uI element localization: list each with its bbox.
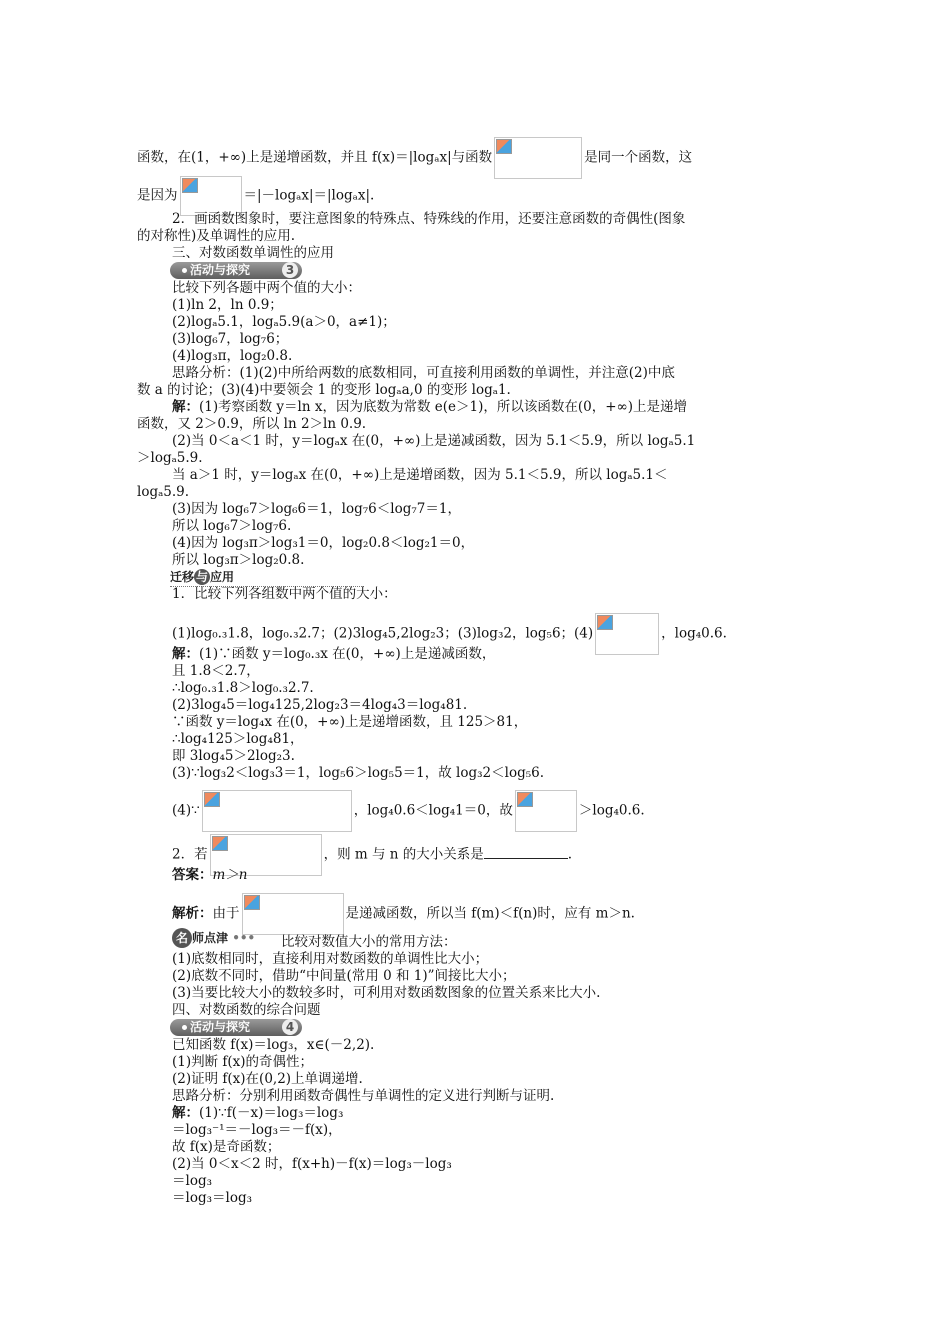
text-span: (1)∵函数 y＝log₀.₃x 在(0，+∞)上是递减函数， <box>199 646 496 662</box>
text-line: ∴log₄125＞log₄81， <box>172 731 304 747</box>
text-line <box>172 867 852 884</box>
text-span: 是因为 <box>137 187 178 204</box>
activity-badge <box>170 1019 302 1036</box>
badge-label: 活动与探究 <box>190 1020 251 1034</box>
text-line: (2)证明 f(x)在(0,2)上单调递增. <box>172 1071 363 1087</box>
text-line <box>172 399 852 416</box>
text-line: 比较对数值大小的常用方法： <box>281 934 457 950</box>
badge-label: 迁移 <box>170 570 195 584</box>
badge-number: 4 <box>282 1019 298 1035</box>
text-line: logₐ5.9. <box>137 484 190 500</box>
text-line: ＝log₃⁻¹＝－log₃＝－f(x)， <box>172 1122 342 1138</box>
transfer-badge <box>170 569 364 587</box>
text-line: 数 a 的讨论；(3)(4)中要领会 1 的变形 logₐa,0 的变形 logₐ1. <box>137 382 511 398</box>
answer-label: 答案： <box>172 867 213 883</box>
text-line: 且 1.8＜2.7， <box>172 663 260 679</box>
text-line <box>172 790 852 832</box>
answer-blank <box>484 846 568 859</box>
text-line: (2)底数不同时，借助“中间量(常用 0 和 1)”间接比大小； <box>172 968 516 984</box>
formula-image-placeholder <box>202 790 352 832</box>
text-line <box>137 176 817 216</box>
text-line: 1．比较下列各组数中两个值的大小： <box>172 586 397 602</box>
badge-label: 师点津 <box>192 931 229 945</box>
text-line: ∵函数 y＝log₄x 在(0，+∞)上是递增函数，且 125＞81， <box>172 714 528 730</box>
text-span: (1)考察函数 y＝ln x，因为底数为常数 e(e＞1)，所以该函数在(0，+∞)上是递增 <box>199 399 688 415</box>
text-line: 2．画函数图象时，要注意图象的特殊点、特殊线的作用，还要注意函数的奇偶性(图象 <box>172 211 686 227</box>
text-line: (2)当 0＜a＜1 时，y＝logₐx 在(0，+∞)上是递减函数，因为 5.1＜5.9，所以 logₐ5.1 <box>172 433 696 449</box>
text-span: (1)∵f(－x)＝log₃＝log₃ <box>199 1105 344 1121</box>
text-line <box>172 893 852 935</box>
text-line: ＝log₃＝log₃ <box>172 1190 252 1206</box>
text-line <box>137 137 817 179</box>
text-line: 所以 log₆7＞log₇6. <box>172 518 292 534</box>
text-span: (4)∵ <box>172 802 200 819</box>
text-line: (1)判断 f(x)的奇偶性； <box>172 1054 314 1070</box>
analysis-label: 解析： <box>172 905 213 922</box>
text-line <box>172 646 852 663</box>
badge-number: 3 <box>282 262 298 278</box>
text-line: 即 3log₄5＞2log₂3. <box>172 748 295 764</box>
text-span: 函数，在(1，+∞)上是递增函数，并且 f(x)＝|logₐx|与函数 <box>137 149 493 166</box>
formula-image-placeholder <box>180 176 242 216</box>
text-line: 所以 log₃π＞log₂0.8. <box>172 552 305 568</box>
text-line: (3)log₆7，log₇6； <box>172 331 289 347</box>
text-span: 由于 <box>212 905 240 922</box>
dot-icon <box>182 268 187 273</box>
text-line: 比较下列各题中两个值的大小： <box>172 280 361 296</box>
teacher-tip-badge: 名 师点津 ••• <box>172 928 255 948</box>
formula-image-placeholder <box>515 790 577 832</box>
text-span: . <box>567 846 573 863</box>
text-span: ，则 m 与 n 的大小关系是 <box>323 846 484 863</box>
solution-label: 解： <box>172 646 199 662</box>
text-line: (4)log₃π，log₂0.8. <box>172 348 293 364</box>
text-line: 的对称性)及单调性的应用. <box>137 228 296 244</box>
activity-badge <box>170 262 302 279</box>
text-span: 是递减函数，所以当 f(m)＜f(n)时，应有 m＞n. <box>345 905 635 922</box>
text-line: (1)ln 2，ln 0.9； <box>172 297 283 313</box>
text-span: 是同一个函数，这 <box>584 149 693 166</box>
section-heading: 三、对数函数单调性的应用 <box>172 245 334 261</box>
text-span: ＞log₄0.6. <box>578 802 645 819</box>
text-line: (3)当要比较大小的数较多时，可利用对数函数图象的位置关系来比大小. <box>172 985 601 1001</box>
text-line: (2)3log₄5＝log₄125,2log₂3＝4log₄3＝log₄81. <box>172 697 468 713</box>
text-line: ＞logₐ5.9. <box>137 450 203 466</box>
text-line: (2)当 0＜x＜2 时，f(x+h)－f(x)＝log₃－log₃ <box>172 1156 452 1172</box>
badge-label: 应用 <box>210 570 235 584</box>
solution-label: 解： <box>172 1105 199 1121</box>
text-line: (3)因为 log₆7＞log₆6＝1，log₇6＜log₇7＝1， <box>172 501 461 517</box>
text-line: 思路分析：分别利用函数奇偶性与单调性的定义进行判断与证明. <box>172 1088 555 1104</box>
text-line: 故 f(x)是奇函数； <box>172 1139 281 1155</box>
text-line: (3)∵log₃2＜log₃3＝1，log₅6＞log₅5＝1，故 log₃2＜log₅6. <box>172 765 545 781</box>
text-span: ，log₄0.6＜log₄1＝0，故 <box>353 802 513 819</box>
text-line <box>172 1105 852 1122</box>
text-span: 2．若 <box>172 846 208 863</box>
text-span: m＞n <box>212 867 248 883</box>
text-span: ＝|－logₐx|＝|logₐx|. <box>243 187 375 204</box>
formula-image-placeholder <box>242 893 344 935</box>
text-line: ＝log₃ <box>172 1173 212 1189</box>
solution-label: 解： <box>172 399 199 415</box>
text-line: (2)logₐ5.1，logₐ5.9(a＞0，a≠1)； <box>172 314 396 330</box>
text-line: (4)因为 log₃π＞log₃1＝0，log₂0.8＜log₂1＝0， <box>172 535 475 551</box>
text-span: ，log₄0.6. <box>661 625 727 642</box>
badge-circle: 与 <box>196 570 209 584</box>
text-line: (1)底数相同时，直接利用对数函数的单调性比大小； <box>172 951 489 967</box>
text-span: (1)log₀.₃1.8，log₀.₃2.7；(2)3log₄5,2log₂3；(3)log₃2，log₅6；(4) <box>172 625 594 642</box>
text-line: 思路分析：(1)(2)中所给两数的底数相同，可直接利用函数的单调性，并注意(2)中底 <box>172 365 675 381</box>
badge-label: 名 <box>172 928 192 948</box>
dot-icon <box>182 1025 187 1030</box>
text-line: 已知函数 f(x)＝log₃，x∈(－2,2). <box>172 1037 375 1053</box>
section-heading: 四、对数函数的综合问题 <box>172 1002 321 1018</box>
text-line: ∴log₀.₃1.8＞log₀.₃2.7. <box>172 680 314 696</box>
text-line: 函数，又 2＞0.9，所以 ln 2＞ln 0.9. <box>137 416 367 432</box>
badge-label: 活动与探究 <box>190 263 251 277</box>
text-line: 当 a＞1 时，y＝logₐx 在(0，+∞)上是递增函数，因为 5.1＜5.9，所以 logₐ5.1＜ <box>172 467 668 483</box>
formula-image-placeholder <box>494 137 582 179</box>
